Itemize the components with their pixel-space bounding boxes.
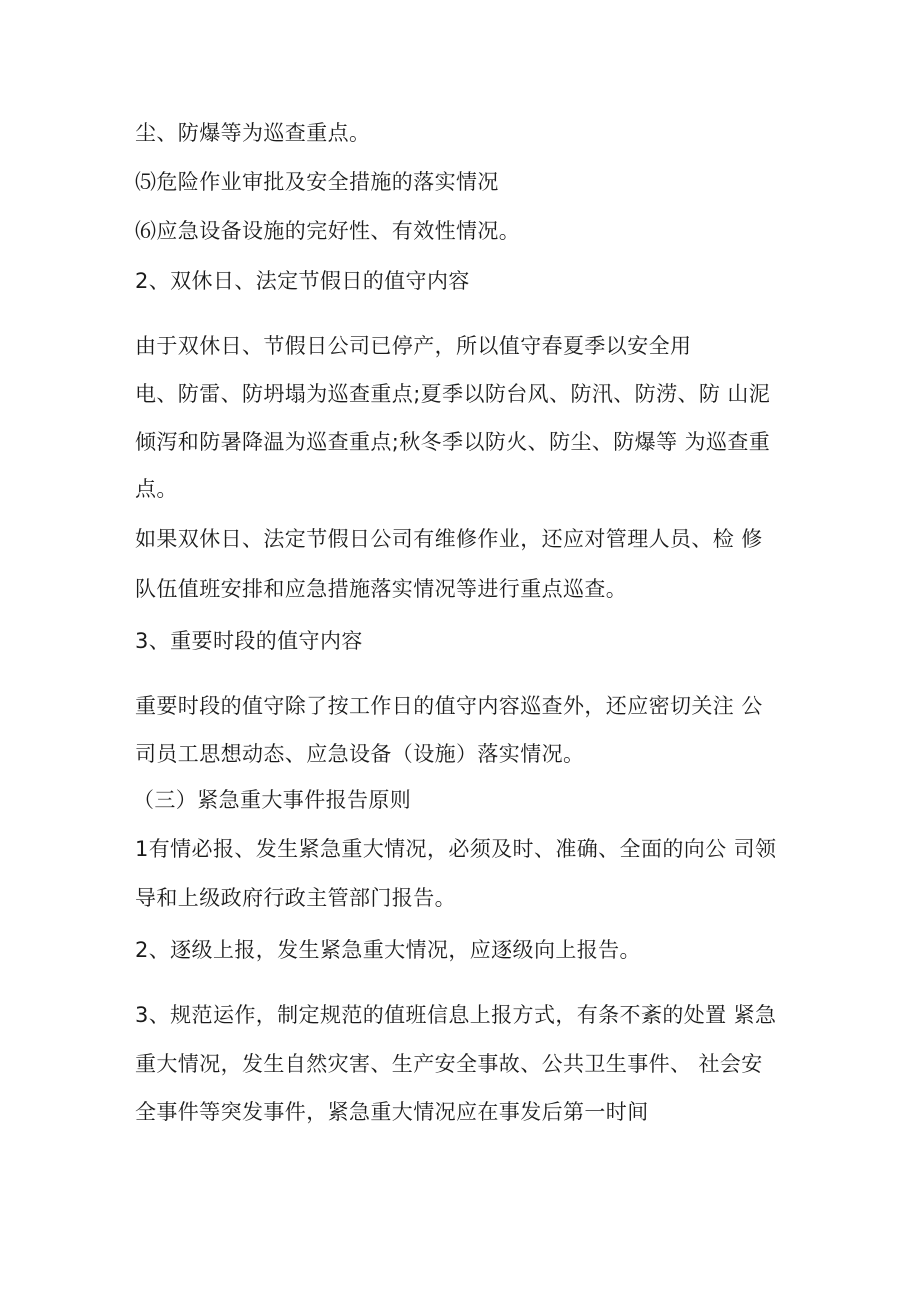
section-heading: （三）紧急重大事件报告原则	[133, 788, 412, 812]
text-line: 1有情必报、发生紧急重大情况，必须及时、准确、全面的向公 司领	[135, 837, 777, 861]
text-line: 尘、防爆等为巡查重点。	[135, 121, 371, 145]
text-line: ⑹应急设备设施的完好性、有效性情况。	[135, 219, 521, 243]
text-line: ⑸危险作业审批及安全措施的落实情况	[135, 170, 499, 194]
text-line: 电、防雷、防坍塌为巡查重点;夏季以防台风、防汛、防涝、防 山泥	[135, 382, 771, 406]
text-line: 倾泻和防暑降温为巡查重点;秋冬季以防火、防尘、防爆等 为巡查重	[135, 430, 771, 454]
section-heading: 2、双休日、法定节假日的值守内容	[135, 269, 470, 293]
text-line: 3、规范运作，制定规范的值班信息上报方式，有条不紊的处置 紧急	[135, 1003, 777, 1027]
text-line: 司员工思想动态、应急设备（设施）落实情况。	[135, 742, 585, 766]
text-line: 全事件等突发事件，紧急重大情况应在事发后第一时间	[135, 1100, 649, 1124]
text-line: 点。	[135, 477, 178, 501]
section-heading: 3、重要时段的值守内容	[135, 629, 363, 653]
text-line: 重要时段的值守除了按工作日的值守内容巡查外，还应密切关注 公	[135, 694, 763, 718]
text-line: 导和上级政府行政主管部门报告。	[135, 886, 456, 910]
text-line: 队伍值班安排和应急措施落实情况等进行重点巡查。	[135, 577, 628, 601]
text-line: 2、逐级上报，发生紧急重大情况，应逐级向上报告。	[135, 938, 641, 962]
text-line: 重大情况，发生自然灾害、生产安全事故、公共卫生事件、 社会安	[135, 1052, 763, 1076]
text-line: 由于双休日、节假日公司已停产，所以值守春夏季以安全用	[135, 334, 692, 358]
text-line: 如果双休日、法定节假日公司有维修作业，还应对管理人员、检 修	[135, 527, 763, 551]
